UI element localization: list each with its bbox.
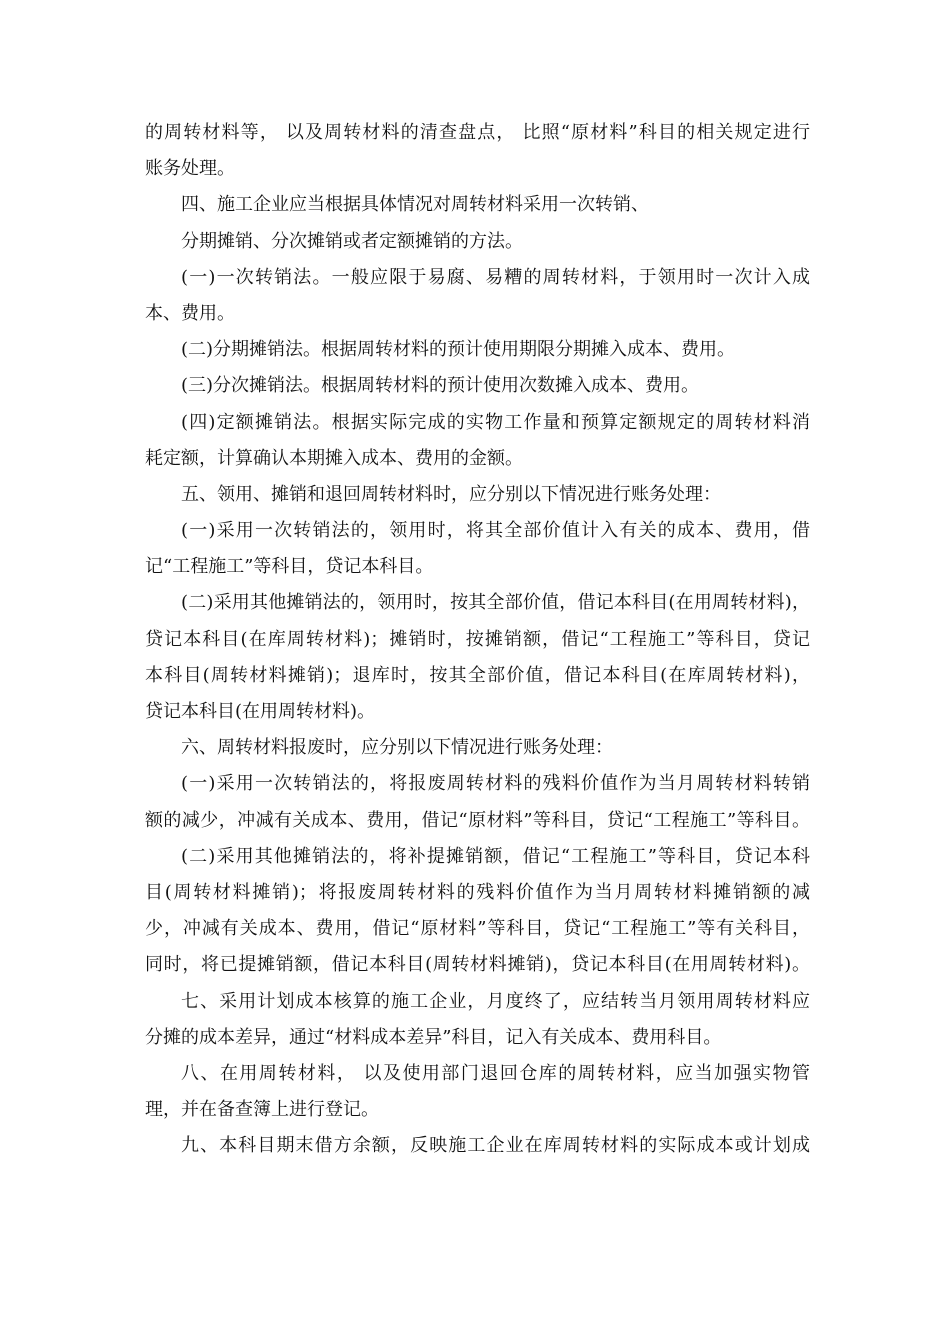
text-line: 七、采用计划成本核算的施工企业，月度终了，应结转当月领用周转材料应: [181, 990, 810, 1012]
text-line: 九、本科目期末借方余额，反映施工企业在库周转材料的实际成本或计划成: [181, 1135, 810, 1157]
text-line: (四)定额摊销法。根据实际完成的实物工作量和预算定额规定的周转材料消: [181, 411, 810, 433]
text-line: (三)分次摊销法。根据周转材料的预计使用次数摊入成本、费用。: [181, 375, 700, 397]
text-line: 目(周转材料摊销)；将报废周转材料的残料价值作为当月周转材料摊销额的减: [145, 881, 810, 903]
text-line: 理，并在备查簿上进行登记。: [145, 1099, 379, 1121]
text-line: (二)采用其他摊销法的，将补提摊销额，借记“工程施工”等科目，贷记本科: [181, 845, 810, 867]
text-line: 分期摊销、分次摊销或者定额摊销的方法。: [181, 230, 523, 252]
text-line: 耗定额，计算确认本期摊入成本、费用的金额。: [145, 447, 523, 469]
text-line: 账务处理。: [145, 158, 235, 180]
text-line: 贷记本科目(在库周转材料)；摊销时，按摊销额，借记“工程施工”等科目，贷记: [145, 628, 810, 650]
text-line: (一)采用一次转销法的，将报废周转材料的残料价值作为当月周转材料转销: [181, 773, 810, 795]
text-line: 的周转材料等， 以及周转材料的清查盘点， 比照“原材料”科目的相关规定进行: [145, 122, 810, 143]
text-line: 六、周转材料报废时，应分别以下情况进行账务处理：: [181, 737, 613, 759]
text-line: 同时，将已提摊销额，借记本科目(周转材料摊销)，贷记本科目(在用周转材料)。: [145, 954, 810, 976]
text-line: 八、在用周转材料， 以及使用部门退回仓库的周转材料，应当加强实物管: [181, 1062, 810, 1084]
text-line: (一)一次转销法。一般应限于易腐、易糟的周转材料，于领用时一次计入成: [181, 266, 810, 288]
text-line: 少，冲减有关成本、费用，借记“原材料”等科目，贷记“工程施工”等有关科目，: [145, 918, 810, 940]
text-line: 五、领用、摊销和退回周转材料时，应分别以下情况进行账务处理：: [181, 483, 721, 505]
text-line: 记“工程施工”等科目，贷记本科目。: [145, 556, 434, 578]
text-line: (二)采用其他摊销法的，领用时，按其全部价值，借记本科目(在用周转材料)，: [181, 592, 810, 614]
text-line: 本、费用。: [145, 302, 235, 324]
text-line: 额的减少，冲减有关成本、费用，借记“原材料”等科目，贷记“工程施工”等科目。: [145, 809, 810, 831]
text-line: 本科目(周转材料摊销)；退库时，按其全部价值，借记本科目(在库周转材料)，: [145, 664, 810, 686]
document-body: [145, 115, 810, 1164]
text-line: 四、施工企业应当根据具体情况对周转材料采用一次转销、: [181, 194, 649, 216]
text-line: (一)采用一次转销法的，领用时，将其全部价值计入有关的成本、费用，借: [181, 520, 810, 542]
text-line: 贷记本科目(在用周转材料)。: [145, 701, 376, 722]
text-line: 分摊的成本差异，通过“材料成本差异”科目，记入有关成本、费用科目。: [145, 1026, 722, 1048]
text-line: (二)分期摊销法。根据周转材料的预计使用期限分期摊入成本、费用。: [181, 339, 736, 361]
